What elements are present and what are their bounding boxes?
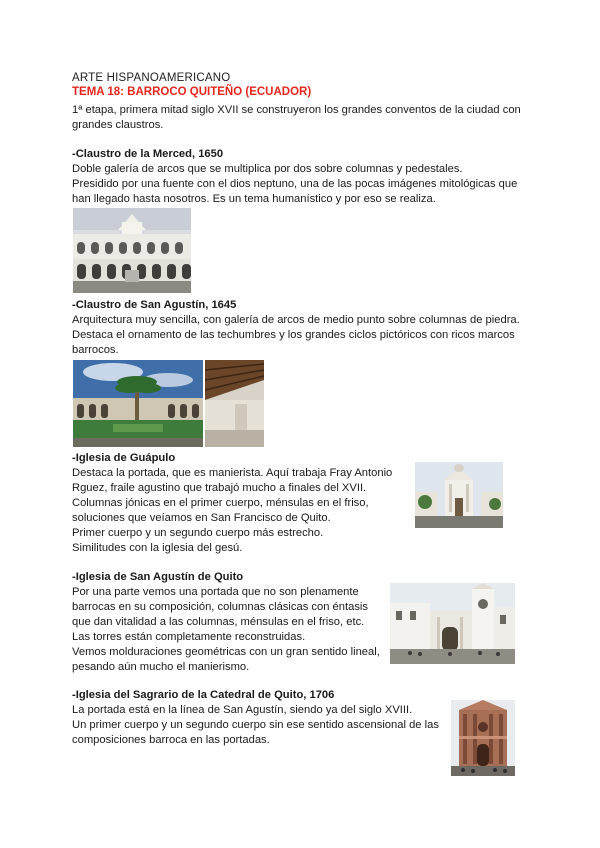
photo-techumbre-san-agustin — [205, 360, 264, 447]
section-line: Destaca el ornamento de las techumbres y los grandes ciclos pictóricos con ricos marcos — [72, 329, 515, 341]
section-line: que dan vitalidad a las columnas, ménsulas en el friso, etc. — [72, 616, 365, 628]
section-line: barrocas en su composición, columnas clásicas con éntasis — [72, 601, 368, 613]
section-heading-sagrario: -Iglesia del Sagrario de la Catedral de Quito, 1706 — [72, 689, 335, 701]
section-heading-san-agustin-quito: -Iglesia de San Agustín de Quito — [72, 571, 244, 583]
section-heading-guapulo: -Iglesia de Guápulo — [72, 452, 176, 464]
section-line: Rguez, fraile agustino que trabajó mucho a finales del XVII. — [72, 482, 367, 494]
section-line: Las torres están completamente reconstruidas. — [72, 631, 306, 643]
section-line: soluciones que veíamos en San Francisco de Quito. — [72, 512, 331, 524]
section-line: Presidido por una fuente con el dios neptuno, una de las pocas imágenes mitológicas que — [72, 178, 518, 190]
section-heading-merced: -Claustro de la Merced, 1650 — [72, 148, 224, 160]
photo-claustro-san-agustin — [73, 360, 203, 447]
topic-title: TEMA 18: BARROCO QUITEÑO (ECUADOR) — [72, 86, 312, 98]
section-line: Doble galería de arcos que se multiplica por dos sobre columnas y pedestales. — [72, 163, 463, 175]
section-line: Arquitectura muy sencilla, con galería de arcos de medio punto sobre columnas de piedra. — [72, 314, 520, 326]
intro-line: 1ª etapa, primera mitad siglo XVII se construyeron los grandes conventos de la ciudad con — [72, 104, 521, 116]
section-line: barrocos. — [72, 344, 119, 356]
section-line: Similitudes con la iglesia del gesú. — [72, 542, 243, 554]
section-line: Un primer cuerpo y un segundo cuerpo sin ese sentido ascensional de las — [72, 719, 439, 731]
section-line: Primer cuerpo y un segundo cuerpo más estrecho. — [72, 527, 324, 539]
section-line: pesando aún mucho el manierismo. — [72, 661, 250, 673]
section-line: Columnas jónicas en el primer cuerpo, ménsulas en el friso, — [72, 497, 369, 509]
photo-iglesia-guapulo — [415, 462, 503, 528]
subject-title: ARTE HISPANOAMERICANO — [72, 72, 231, 84]
photo-iglesia-san-agustin-quito — [390, 583, 515, 664]
section-line: Destaca la portada, que es manierista. Aquí trabaja Fray Antonio — [72, 467, 393, 479]
section-line: Vemos molduraciones geométricas con un gran sentido lineal, — [72, 646, 380, 658]
photo-iglesia-sagrario — [451, 700, 515, 776]
section-line: La portada está en la línea de San Agustín, siendo ya del siglo XVIII. — [72, 704, 413, 716]
intro-line: grandes claustros. — [72, 119, 164, 131]
section-heading-san-agustin-claustro: -Claustro de San Agustín, 1645 — [72, 299, 237, 311]
section-line: han llegado hasta nosotros. Es un tema humanístico y por eso se realiza. — [72, 193, 436, 205]
photo-claustro-merced — [73, 208, 191, 293]
section-line: composiciones barroca en las portadas. — [72, 734, 270, 746]
section-line: Por una parte vemos una portada que no son plenamente — [72, 586, 359, 598]
